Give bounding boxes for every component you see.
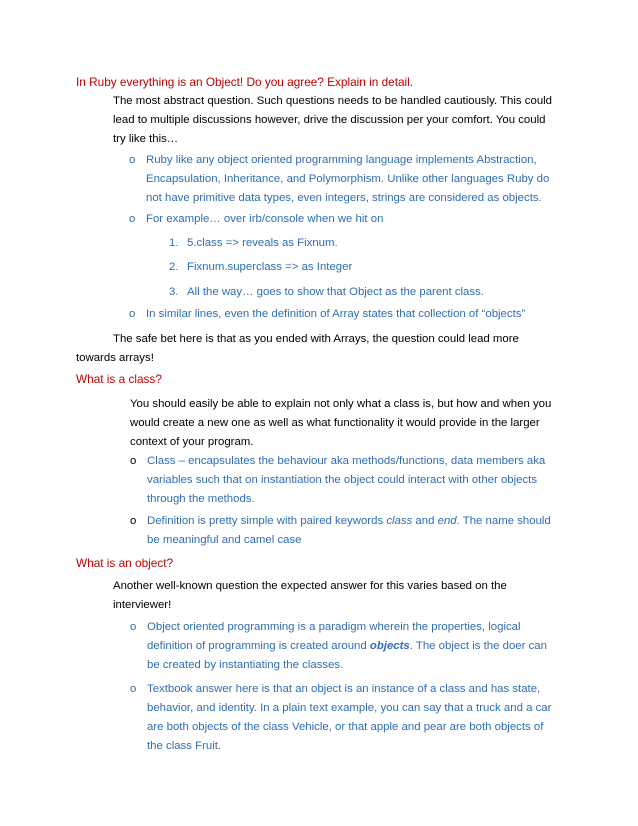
item-number: 2. <box>169 261 179 273</box>
section2-intro <box>130 395 551 452</box>
text-line: context of your program. <box>130 436 254 448</box>
item-text: All the way… goes to show that Object as the parent class. <box>187 286 484 298</box>
bullet-text: For example… over irb/console when we hit on <box>146 213 384 225</box>
bullet-icon: o <box>129 213 136 225</box>
text-line: are both objects of the class Vehicle, or that apple and pear are both objects of <box>147 721 544 733</box>
section1-intro <box>113 92 552 149</box>
text-line: try like this… <box>113 133 179 145</box>
text-line: lead to multiple discussions however, drive the discussion per your comfort. You could <box>113 114 546 126</box>
text-line: The most abstract question. Such questions needs to be handled cautiously. This could <box>113 95 553 107</box>
bullet-item <box>129 305 579 324</box>
text-line: You should easily be able to explain not only what a class is, but how and when you <box>130 398 552 410</box>
text-line: variables such that on instantiation the object could interact with other objects <box>147 474 538 486</box>
text-line: interviewer! <box>113 599 172 611</box>
section1-closing-line2: towards arrays! <box>76 352 154 364</box>
text-line: Textbook answer here is that an object is an instance of a class and has state, <box>147 683 541 695</box>
bullet-icon: o <box>130 455 137 467</box>
text-line: through the methods. <box>147 493 255 505</box>
bullet-text <box>147 618 547 675</box>
item-text: 5.class => reveals as Fixnum. <box>187 237 338 249</box>
section-heading-ruby-object: In Ruby everything is an Object! Do you agree? Explain in detail. <box>76 75 414 89</box>
text-fragment: . The name should <box>456 515 551 527</box>
bullet-text <box>147 680 551 756</box>
bullet-item <box>130 680 575 756</box>
text-fragment: . The object is the doer can <box>409 640 547 652</box>
item-number: 1. <box>169 237 179 249</box>
numbered-item <box>169 234 549 253</box>
text-fragment: Definition is pretty simple with paired keywords <box>147 515 387 527</box>
text-line: behavior, and identity. In a plain text example, you can say that a truck and a car <box>147 702 552 714</box>
bullet-text <box>146 151 549 208</box>
bullet-icon: o <box>130 683 137 695</box>
bullet-item <box>130 512 570 550</box>
bullet-item <box>129 210 569 229</box>
text-line: be meaningful and camel case <box>147 534 302 546</box>
item-number: 3. <box>169 286 179 298</box>
text-line: Object oriented programming is a paradigm wherein the properties, logical <box>147 621 521 633</box>
item-text: Fixnum.superclass => as Integer <box>187 261 353 273</box>
bullet-item <box>130 452 570 509</box>
bullet-icon: o <box>130 515 137 527</box>
text-line <box>147 637 547 656</box>
section-heading-class: What is a class? <box>76 372 162 386</box>
numbered-item <box>169 283 549 302</box>
keyword-class: class <box>386 515 413 527</box>
text-fragment: and <box>412 515 438 527</box>
bullet-icon: o <box>129 154 136 166</box>
text-line: Encapsulation, Inheritance, and Polymorphism. Unlike other languages Ruby do <box>146 173 550 185</box>
bullet-item <box>130 618 570 675</box>
text-line: would create a new one as well as what functionality it would provide in the larger <box>130 417 540 429</box>
numbered-item <box>169 258 549 277</box>
text-fragment: definition of programming is created around <box>147 640 370 652</box>
text-line: Class – encapsulates the behaviour aka methods/functions, data members aka <box>147 455 546 467</box>
text-line: the class Fruit. <box>147 740 222 752</box>
bullet-text: In similar lines, even the definition of Array states that collection of “objects” <box>146 308 526 320</box>
text-line: Another well-known question the expected answer for this varies based on the <box>113 580 507 592</box>
keyword-end: end <box>437 515 457 527</box>
section-heading-object: What is an object? <box>76 556 174 570</box>
keyword-objects: objects <box>369 640 410 652</box>
text-line <box>147 512 551 531</box>
section1-closing-line1: The safe bet here is that as you ended with Arrays, the question could lead more <box>113 333 519 345</box>
bullet-text <box>147 452 545 509</box>
bullet-text <box>147 512 551 550</box>
text-line: be created by instantiating the classes. <box>147 659 344 671</box>
text-line: Ruby like any object oriented programming language implements Abstraction, <box>146 154 537 166</box>
section3-intro <box>113 577 507 615</box>
bullet-icon: o <box>130 621 137 633</box>
bullet-item <box>129 151 569 208</box>
bullet-icon: o <box>129 308 136 320</box>
text-line: not have primitive data types, even integers, strings are considered as objects. <box>146 192 542 204</box>
